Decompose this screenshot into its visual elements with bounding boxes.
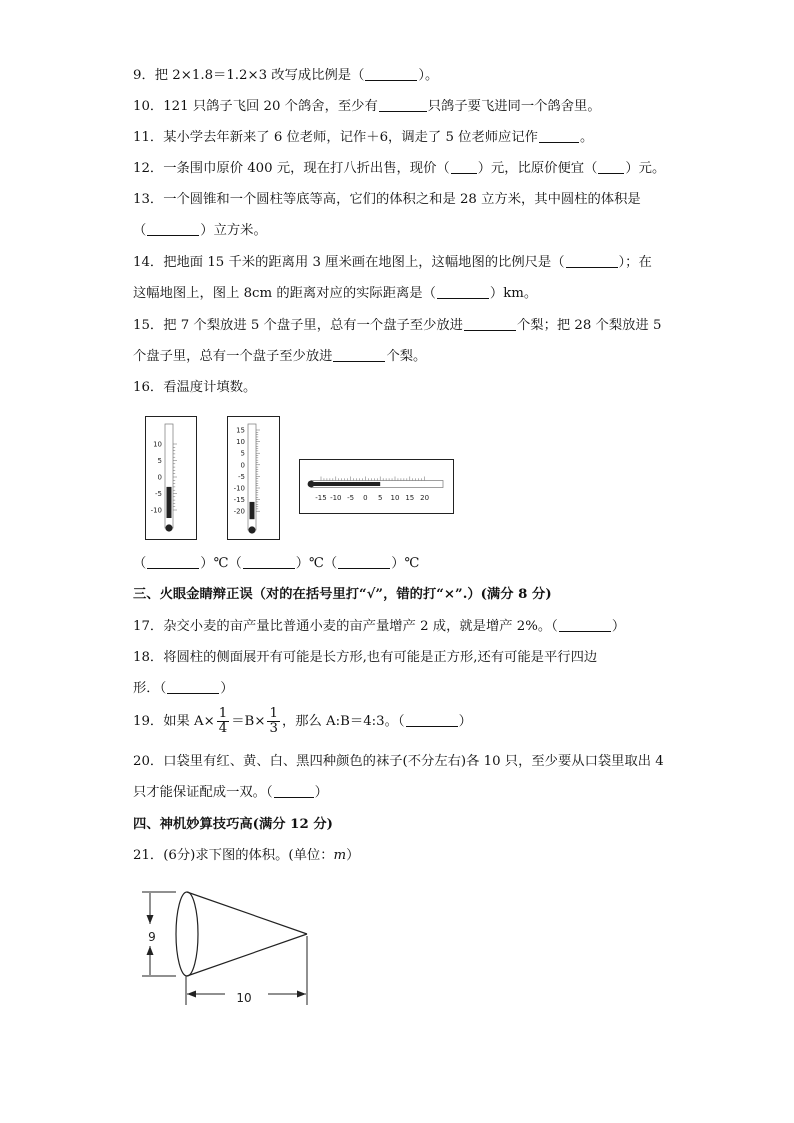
question-21: 21．(6分)求下图的体积。(单位：m） [133, 848, 360, 863]
question-12: 12．一条围巾原价 400 元，现在打八折出售，现价（ ）元，比原价便宜（ ）元。 [133, 161, 666, 176]
scale-label: 5 [157, 457, 162, 465]
question-13-line1: 13．一个圆锥和一个圆柱等底等高，它们的体积之和是 28 立方米，其中圆柱的体积是 [133, 192, 641, 207]
question-20-line2: 只才能保证配成一双。（ ） [133, 785, 328, 800]
height-label: 10 [236, 991, 252, 1005]
scale-label: 5 [377, 494, 383, 502]
answer-blank[interactable] [451, 159, 477, 174]
scale-label: 20 [420, 494, 430, 502]
scale-label: 10 [390, 494, 400, 502]
question-14-line1: 14．把地面 15 千米的距离用 3 厘米画在地图上，这幅地图的比例尺是（ ）；在 [133, 255, 652, 270]
scale-label: 0 [240, 461, 245, 470]
question-19: 19．如果 A× $\frac{1}{4}$ ＝B× $\frac{1}{3}$ ，那么 A:B＝4:3。（ ） [133, 706, 472, 736]
scale-label: -10 [150, 506, 162, 515]
mercury-column [250, 502, 255, 519]
scale-label: 10 [236, 438, 245, 447]
question-9: 9．把 2×1.8＝1.2×3 改写成比例是（ ）。 [133, 68, 439, 83]
question-17: 17．杂交小麦的亩产量比普通小麦的亩产量增产 2 成，就是增产 2%。（ ） [133, 619, 626, 634]
answer-blank[interactable] [147, 221, 199, 236]
thermometer-3 [299, 459, 454, 514]
question-15-line1: 15．把 7 个梨放进 5 个盘子里，总有一个盘子至少放进 个梨；把 28 个梨放进 5 [133, 318, 662, 333]
question-18-line2: 形．（ ） [133, 681, 234, 696]
question-11: 11．某小学去年新来了 6 位老师，记作＋6，调走了 5 位老师应记作 。 [133, 130, 594, 145]
answer-blank[interactable] [274, 783, 314, 798]
answer-blank[interactable] [338, 554, 390, 569]
fraction-one-third: $\frac{1}{3}$ [269, 706, 278, 736]
scale-label: 0 [157, 473, 162, 482]
answer-blank[interactable] [333, 347, 385, 362]
scale-label: -5 [238, 472, 245, 481]
question-18-line1: 18．将圆柱的侧面展开有可能是长方形,也有可能是正方形,还有可能是平行四边 [133, 650, 598, 665]
unit-symbol: m [333, 848, 347, 863]
answer-blank[interactable] [243, 554, 295, 569]
section-4-heading: 四、神机妙算技巧高(满分 12 分) [133, 817, 333, 832]
answer-blank[interactable] [539, 128, 579, 143]
answer-blank[interactable] [365, 66, 417, 81]
question-16: 16．看温度计填数。 [133, 380, 257, 395]
scale-label: -5 [155, 490, 162, 498]
scale-label: -10 [330, 494, 342, 502]
thermometer-bulb [248, 526, 255, 533]
scale-label: -10 [233, 484, 245, 493]
cone-side-bottom [187, 934, 307, 976]
answer-blank[interactable] [566, 253, 618, 268]
thermometer-bulb [165, 524, 172, 531]
answers-16: （ ）℃（ ）℃（ ）℃ [133, 556, 420, 571]
answer-blank[interactable] [464, 316, 516, 331]
answer-blank[interactable] [406, 712, 458, 727]
thermometer-2 [227, 416, 280, 540]
question-10: 10．121 只鸽子飞回 20 个鸽舍，至少有 只鸽子要飞进同一个鸽舍里。 [133, 99, 601, 114]
answer-blank[interactable] [167, 679, 219, 694]
question-15-line2: 个盘子里，总有一个盘子至少放进 个梨。 [133, 349, 427, 364]
scale-label: 0 [363, 494, 368, 502]
thermometer-bulb [308, 481, 315, 488]
scale-label: -20 [233, 507, 245, 516]
cone-side-top [187, 892, 307, 934]
answer-blank[interactable] [147, 554, 199, 569]
mercury-column [167, 487, 172, 518]
question-20-line1: 20．口袋里有红、黄、白、黑四种颜色的袜子(不分左右)各 10 只，至少要从口袋里取出 4 [133, 754, 664, 769]
answer-blank[interactable] [437, 284, 489, 299]
thermometer-1 [145, 416, 197, 540]
fraction-one-quarter: $\frac{1}{4}$ [218, 706, 228, 736]
scale-label: -15 [315, 494, 327, 502]
answer-blank[interactable] [559, 617, 611, 632]
mercury-column [311, 482, 380, 486]
scale-label: 5 [240, 449, 245, 458]
question-13-line2: （ ）立方米。 [133, 223, 267, 238]
answer-blank[interactable] [598, 159, 624, 174]
scale-label: 15 [405, 494, 415, 502]
cone-base [176, 892, 198, 976]
scale-label: -5 [347, 494, 355, 502]
section-3-heading: 三、火眼金睛辩正误（对的在括号里打“√”，错的打“×”.）(满分 8 分) [133, 587, 552, 602]
scale-label: -15 [233, 496, 245, 505]
scale-label: 15 [236, 426, 245, 435]
question-14-line2: 这幅地图上，图上 8cm 的距离对应的实际距离是（ ）km。 [133, 286, 538, 301]
cone-figure [140, 880, 315, 1010]
scale-label: 10 [153, 440, 162, 449]
diameter-label: 9 [148, 930, 156, 944]
answer-blank[interactable] [379, 97, 427, 112]
